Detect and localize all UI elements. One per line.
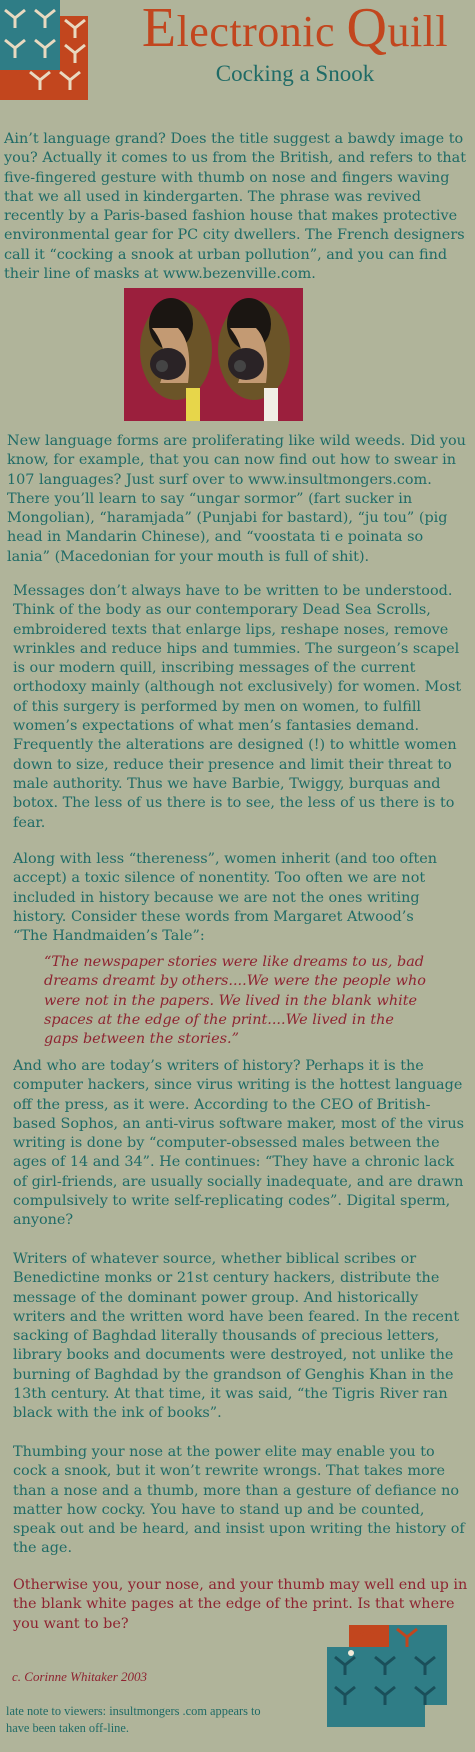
atwood-quote: “The newspaper stories were like dreams to us, bad dreams dreamt by others....We were the people who were not in the papers. We lived in the blank white spaces at the edge of the print....We lived in the gaps between the stories.” (44, 954, 426, 1048)
paragraph-hackers: And who are today’s writers of history? Perhaps it is the computer hackers, since virus writing is the hottest language off the press, as it were. According to the CEO of British-based Sophos, an anti-virus software maker, most of the virus writing is done by “computer-obsessed males between the ages of 14 and 34”. He continues: “They have a chronic lack of girl-friends, are usually socially inadequate, and are drawn compulsively to write self-replicating codes”. Digital sperm, anyone? (13, 1058, 464, 1229)
paragraph-languages: New language forms are proliferating like wild weeds. Did you know, for example, that you can now find out how to swear in 107 languages? Just surf over to www.insultmongers.com. There you’ll learn to say “ungar sormor” (fart sucker in Mongolian), “haramjada” (Punjabi for bastard), “ju tou” (pig head in Mandarin Chinese), and “voostata ti e poinata so lania” (Macedonian for your mouth is full of shit). (7, 433, 466, 565)
tiled-cube-logo-icon (0, 0, 106, 100)
paragraph-body: Messages don’t always have to be written to be understood. Think of the body as our contemporary Dead Sea Scrolls, embroidered texts that enlarge lips, reshape noses, remove wrinkles and reduce hips and tummies. The surgeon’s scapel is our modern quill, inscribing messages of the current orthodoxy mainly (although not exclusively) for women. Most of this surgery is performed by men on women, to fulfill women’s expectations of what men’s fantasies demand. Frequently the alterations are designed (!) to whittle women down to size, reduce their presence and limit their threat to male authority. Thus we have Barbie, Twiggy, burquas and botox. The less of us there is to see, the less of us there is to fear. (13, 583, 462, 831)
article-title: Cocking a Snook (215, 61, 375, 86)
masked-faces-photo (124, 288, 303, 421)
late-note: late note to viewers: insultmongers .com appears to have been taken off-line. (6, 1704, 261, 1735)
paragraph-thumbing: Thumbing your nose at the power elite may enable you to cock a snook, but it won’t rewrite wrongs. That takes more than a nose and a thumb, more than a gesture of defiance no matter how cocky. You have to stand up and be counted, speak out and be heard, and insist upon writing the history of the age. (13, 1444, 465, 1557)
tiled-cube-logo-icon (327, 1625, 447, 1727)
paragraph-conclusion: Otherwise you, your nose, and your thumb may well end up in the blank white pages at the edge of the print. Is that where you want to be? (13, 1577, 468, 1632)
site-title: Electronic Quill (141, 0, 449, 59)
paragraph-thereness: Along with less “thereness”, women inherit (and too often accept) a toxic silence of nonentity. Too often we are not included in history because we are not the ones writing history. Consider these words from Margaret Atwood’s “The Handmaiden’s Tale”: (13, 851, 438, 945)
paragraph-intro: Ain’t language grand? Does the title suggest a bawdy image to you? Actually it comes to us from the British, and refers to that five-fingered gesture with thumb on nose and fingers waving that we all used in kindergarten. The phrase was revived recently by a Paris-based fashion house that makes protective environmental gear for PC city dwellers. The French designers call it “cocking a snook at urban pollution”, and you can find their line of masks at www.bezenville.com. (4, 131, 467, 283)
paragraph-writers: Writers of whatever source, whether biblical scribes or Benedictine monks or 21st century hackers, distribute the message of the dominant power group. And historically writers and the written word have been feared. In the recent sacking of Baghdad literally thousands of precious letters, library books and documents were destroyed, not unlike the burning of Baghdad by the grandson of Genghis Khan in the 13th century. At that time, it was said, “the Tigris River ran black with the ink of books”. (13, 1251, 460, 1422)
author-signature: c. Corinne Whitaker 2003 (12, 1669, 148, 1684)
